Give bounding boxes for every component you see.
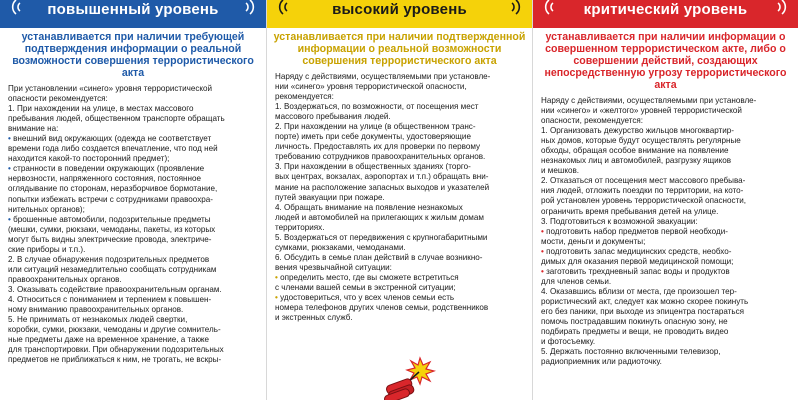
signal-waves-icon xyxy=(277,0,299,18)
line-text: странности в поведении окружающих (проявление xyxy=(10,164,205,174)
text-line xyxy=(275,152,522,162)
text-line xyxy=(541,106,788,116)
text-line xyxy=(275,293,522,303)
text-line xyxy=(275,72,522,82)
text-line xyxy=(275,283,522,293)
line-text: ные предметы даже на временное хранение, а также xyxy=(8,335,210,345)
text-line xyxy=(8,325,256,335)
text-line xyxy=(8,205,256,215)
text-line xyxy=(541,126,788,136)
line-text: опасности рекомендуется: xyxy=(8,94,108,104)
text-line xyxy=(541,207,788,217)
text-line xyxy=(275,172,522,182)
line-text: рой установлен уровень террористической опасности, xyxy=(541,196,747,206)
column-red-level xyxy=(532,0,798,400)
line-text: Наряду с действиями, осуществляемыми при установле- xyxy=(541,96,757,105)
line-text: нительных органов); xyxy=(8,204,85,214)
bullet-marker: • xyxy=(275,293,278,303)
level-header-yellow xyxy=(267,0,532,28)
bullet-marker: • xyxy=(541,226,544,236)
line-text: коробки, сумки, рюкзаки, чемоданы и другие сомнитель- xyxy=(8,325,221,335)
line-text: находится какой-то посторонний предмет); xyxy=(8,154,170,164)
text-line xyxy=(8,295,256,305)
text-line xyxy=(541,237,788,247)
text-line xyxy=(541,166,788,176)
line-text: с членами вашей семьи в экстренной ситуации; xyxy=(275,282,456,292)
line-text: пребывания людей, общественном транспорте обращать xyxy=(8,114,225,124)
line-text: Наряду с действиями, осуществляемыми при установле- xyxy=(275,72,491,81)
text-line xyxy=(275,253,522,263)
line-text: или ситуаций незамедлительно сообщать сотрудникам xyxy=(8,264,217,274)
text-line xyxy=(541,347,788,357)
text-line xyxy=(8,104,256,114)
text-line xyxy=(8,84,256,94)
line-text: 5. Держать постоянно включенными телевизор, xyxy=(541,347,721,357)
text-line xyxy=(8,225,256,235)
line-text: для транспортировки. При обнаружении подозрительных xyxy=(8,345,224,355)
text-line xyxy=(541,96,788,106)
text-line xyxy=(541,136,788,146)
text-line xyxy=(8,315,256,325)
text-line xyxy=(541,217,788,227)
recommendations-yellow xyxy=(267,67,532,323)
text-line xyxy=(275,122,522,132)
signal-waves-icon xyxy=(500,0,522,18)
level-title-red: критический уровень xyxy=(583,1,748,18)
line-text: незнакомых лиц и автомобилей, разгрузку ящиков xyxy=(541,156,732,166)
line-text: предметов не приближаться к ним, не трогать, не вскры- xyxy=(8,355,222,365)
text-line xyxy=(8,124,256,134)
line-text: радиоприемник или радиоточку. xyxy=(541,357,662,367)
text-line xyxy=(275,233,522,243)
line-text: и фотосъемку. xyxy=(541,337,596,347)
line-text: массового пребывания людей. xyxy=(275,112,391,122)
level-header-red xyxy=(533,0,798,28)
text-line xyxy=(8,154,256,164)
text-line xyxy=(8,164,256,174)
line-text: 5. Не принимать от незнакомых людей свертки, xyxy=(8,315,188,325)
text-line xyxy=(541,317,788,327)
column-yellow-level xyxy=(266,0,532,400)
line-text: ния людей, отложить поездки по территории, на кото- xyxy=(541,186,744,196)
line-text: 4. Оказавшись вблизи от места, где произошел тер- xyxy=(541,286,737,296)
text-line xyxy=(541,196,788,206)
line-text: и экстренных служб. xyxy=(275,313,353,323)
text-line xyxy=(8,275,256,285)
line-text: могут быть видны электрические провода, электриче- xyxy=(8,234,212,244)
bullet-marker: • xyxy=(541,266,544,276)
bullet-marker: • xyxy=(541,246,544,256)
line-text: 5. Воздержаться от передвижения с крупногабаритными xyxy=(275,232,488,242)
line-text: мание на расположение запасных выходов и указателей xyxy=(275,182,490,192)
bullet-marker: • xyxy=(8,164,11,174)
text-line xyxy=(541,277,788,287)
text-line xyxy=(275,213,522,223)
line-text: 1. Организовать дежурство жильцов многоквартир- xyxy=(541,126,734,136)
text-line xyxy=(8,345,256,355)
line-text: подготовить запас медицинских средств, необхо- xyxy=(543,246,732,256)
text-line xyxy=(541,357,788,367)
level-header-blue xyxy=(0,0,266,28)
line-text: требованию сотрудников правоохранительных органов. xyxy=(275,152,486,162)
line-text: нии «синего» и «желтого» уровней террористической xyxy=(541,106,742,116)
level-title-blue: повышенный уровень xyxy=(47,1,219,18)
line-text: внешний вид окружающих (одежда не соответствует xyxy=(10,134,212,144)
text-line xyxy=(541,156,788,166)
text-line xyxy=(541,186,788,196)
line-text: брошенные автомобили, подозрительные предметы xyxy=(10,214,211,224)
text-line xyxy=(8,245,256,255)
text-line xyxy=(541,247,788,257)
text-line xyxy=(275,313,522,323)
line-text: При установлении «синего» уровня террористической xyxy=(8,84,213,93)
line-text: путей эвакуации при пожаре. xyxy=(275,192,385,202)
text-line xyxy=(541,307,788,317)
line-text: вых центрах, вокзалах, аэропортах и т.п.) обращать вни- xyxy=(275,172,489,182)
line-text: оглядывание по сторонам, неразборчивое бормотание, xyxy=(8,184,218,194)
bullet-marker: • xyxy=(8,214,11,224)
line-text: и мешков. xyxy=(541,166,580,176)
text-line xyxy=(541,176,788,186)
text-line xyxy=(541,227,788,237)
text-line xyxy=(275,132,522,142)
line-text: территориях. xyxy=(275,222,325,232)
text-line xyxy=(8,215,256,225)
text-line xyxy=(8,94,256,104)
text-line xyxy=(8,184,256,194)
line-text: нервозности, напряженного состояния, постоянное xyxy=(8,174,202,184)
line-text: ных домов, которые будут осуществлять регулярные xyxy=(541,136,741,146)
recommendations-blue xyxy=(0,79,266,365)
signal-waves-icon xyxy=(10,0,32,18)
line-text: 3. Подготовиться к возможной эвакуации: xyxy=(541,216,698,226)
line-text: времени года либо создается впечатление, что под ней xyxy=(8,144,218,154)
text-line xyxy=(275,142,522,152)
line-text: личность. Предоставлять их для проверки по первому xyxy=(275,142,481,152)
text-line xyxy=(8,134,256,144)
text-line xyxy=(275,263,522,273)
line-text: димых для оказания первой медицинской помощи; xyxy=(541,256,734,266)
text-line xyxy=(541,116,788,126)
text-line xyxy=(541,337,788,347)
line-text: заготовить трехдневный запас воды и продуктов xyxy=(543,266,730,276)
signal-waves-icon xyxy=(543,0,565,18)
line-text: правоохранительных органов. xyxy=(8,274,122,284)
line-text: 2. В случае обнаружения подозрительных предметов xyxy=(8,254,210,264)
text-line xyxy=(275,303,522,313)
column-blue-level xyxy=(0,0,266,400)
text-line xyxy=(275,243,522,253)
bomb-icon xyxy=(380,352,442,400)
line-text: сумками, рюкзаками, чемоданами. xyxy=(275,242,406,252)
line-text: удостовериться, что у всех членов семьи есть xyxy=(277,293,455,303)
text-line xyxy=(541,267,788,277)
line-text: 3. При нахождении в общественных зданиях (торго- xyxy=(275,162,471,172)
level-subtitle-yellow: устанавливается при наличии подтвержденной информации о реальной возможности совершения террористического акта xyxy=(273,31,526,67)
text-line xyxy=(275,273,522,283)
line-text: 4. Обращать внимание на появление незнакомых xyxy=(275,202,463,212)
text-line xyxy=(541,146,788,156)
line-text: (мешки, сумки, рюкзаки, чемоданы, пакеты, из которых xyxy=(8,224,216,234)
text-line xyxy=(275,183,522,193)
line-text: рористический акт, следует как можно скорее покинуть xyxy=(541,296,749,306)
text-line xyxy=(541,287,788,297)
signal-waves-icon xyxy=(234,0,256,18)
text-line xyxy=(8,144,256,154)
line-text: подготовить набор предметов первой необходи- xyxy=(543,226,728,236)
line-text: 6. Обсудить в семье план действий в случае возникно- xyxy=(275,252,483,262)
line-text: рекомендуется: xyxy=(275,92,334,102)
line-text: подбирать предметы и вещи, не проводить видео xyxy=(541,327,729,337)
level-subtitle-red: устанавливается при наличии информации о совершенном террористическом акте, либо о совершении действий, создающих непосредственную угрозу террористического акта xyxy=(544,31,787,91)
text-line xyxy=(8,255,256,265)
recommendations-red xyxy=(533,91,798,367)
line-text: 2. Отказаться от посещения мест массового пребыва- xyxy=(541,176,746,186)
line-text: ному вниманию правоохранительных органов. xyxy=(8,305,184,315)
line-text: 3. Оказывать содействие правоохранительным органам. xyxy=(8,284,222,294)
line-text: опасности, рекомендуется: xyxy=(541,116,644,126)
line-text: людей и автомобилей на прилегающих к жилым домам xyxy=(275,212,484,222)
line-text: номера телефонов других членов семьи, родственников xyxy=(275,303,489,313)
bullet-marker: • xyxy=(8,134,11,144)
line-text: для членов семьи. xyxy=(541,276,612,286)
text-line xyxy=(275,193,522,203)
line-text: помочь пострадавшим покинуть опасную зону, не xyxy=(541,317,728,327)
line-text: вения чрезвычайной ситуации: xyxy=(275,262,392,272)
text-line xyxy=(8,335,256,345)
text-line xyxy=(275,82,522,92)
line-text: 1. Воздержаться, по возможности, от посещения мест xyxy=(275,102,479,112)
text-line xyxy=(275,162,522,172)
line-text: попытки избежать встречи с сотрудниками правоохра- xyxy=(8,194,213,204)
text-line xyxy=(275,112,522,122)
text-line xyxy=(8,265,256,275)
level-subtitle-blue: устанавливается при наличии требующей подтверждения информации о реальной возможности совершения террористического акта xyxy=(12,31,254,79)
bullet-marker: • xyxy=(275,272,278,282)
text-line xyxy=(275,92,522,102)
line-text: мости, деньги и документы; xyxy=(541,236,646,246)
line-text: его без паники, при выходе из эпицентра постараться xyxy=(541,306,745,316)
line-text: 1. При нахождении на улице, в местах массового xyxy=(8,104,194,114)
text-line xyxy=(275,203,522,213)
text-line xyxy=(541,327,788,337)
text-line xyxy=(541,297,788,307)
line-text: обходы, обращая особое внимание на появление xyxy=(541,146,729,156)
line-text: нии «синего» уровня террористической опасности, xyxy=(275,82,467,92)
line-text: определить место, где вы сможете встретиться xyxy=(277,272,459,282)
line-text: ские приборы и т.п.). xyxy=(8,244,86,254)
text-line xyxy=(8,305,256,315)
text-line xyxy=(8,235,256,245)
text-line xyxy=(541,257,788,267)
line-text: ограничить время пребывания детей на улице. xyxy=(541,206,719,216)
line-text: 2. При нахождении на улице (в общественном транс- xyxy=(275,122,476,132)
text-line xyxy=(8,285,256,295)
text-line xyxy=(275,102,522,112)
line-text: внимание на: xyxy=(8,124,59,134)
text-line xyxy=(8,195,256,205)
text-line xyxy=(8,114,256,124)
text-line xyxy=(275,223,522,233)
signal-waves-icon xyxy=(766,0,788,18)
text-line xyxy=(8,174,256,184)
level-title-yellow: высокий уровень xyxy=(332,1,467,18)
line-text: порте) иметь при себе документы, удостоверяющие xyxy=(275,132,471,142)
text-line xyxy=(8,355,256,365)
line-text: 4. Относиться с пониманием и терпением к повышен- xyxy=(8,294,212,304)
